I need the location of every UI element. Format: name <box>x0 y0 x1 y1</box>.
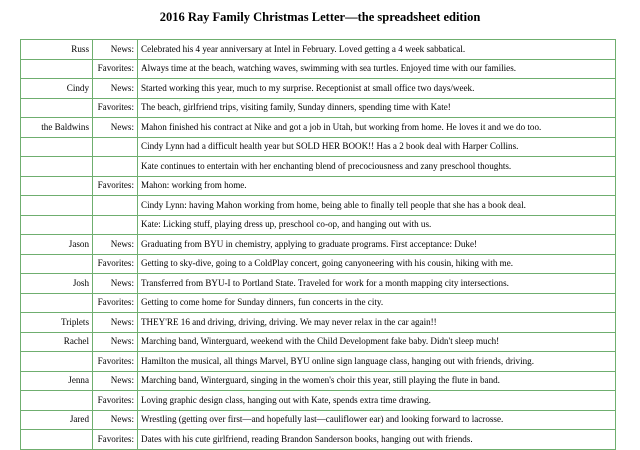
entry-type-cell <box>93 137 138 157</box>
table-row <box>21 293 616 313</box>
table-row <box>21 157 616 177</box>
family-member-cell <box>21 157 93 177</box>
entry-text-cell: Kate: Licking stuff, playing dress up, preschool co-op, and hanging out with us. <box>138 215 616 235</box>
entry-type-cell: Favorites: <box>93 430 138 450</box>
entry-text-cell: Graduating from BYU in chemistry, applying to graduate programs. First acceptance: Duke! <box>138 235 616 255</box>
family-member-cell <box>21 196 93 216</box>
table-row <box>21 59 616 79</box>
entry-text-cell: Mahon: working from home. <box>138 176 616 196</box>
family-member-cell <box>21 430 93 450</box>
entry-text-cell: Transferred from BYU-I to Portland State. Traveled for work for a month mapping city intersections. <box>138 274 616 294</box>
family-member-cell: Triplets <box>21 313 93 333</box>
family-member-cell <box>21 215 93 235</box>
entry-type-cell <box>93 196 138 216</box>
entry-text-cell: Wrestling (getting over first—and hopefully last—cauliflower ear) and looking forward to lacrosse. <box>138 410 616 430</box>
entry-text-cell: Cindy Lynn: having Mahon working from home, being able to finally tell people that she has a book deal. <box>138 196 616 216</box>
entry-text-cell: Started working this year, much to my surprise. Receptionist at small office two days/week. <box>138 79 616 99</box>
table-row <box>21 235 616 255</box>
entry-text-cell: Getting to sky-dive, going to a ColdPlay concert, going canyoneering with his cousin, hiking with me. <box>138 254 616 274</box>
entry-type-cell: News: <box>93 371 138 391</box>
entry-type-cell: News: <box>93 118 138 138</box>
table-row <box>21 313 616 333</box>
entry-type-cell: Favorites: <box>93 352 138 372</box>
entry-text-cell: Loving graphic design class, hanging out with Kate, spends extra time drawing. <box>138 391 616 411</box>
table-row <box>21 40 616 60</box>
entry-text-cell: Mahon finished his contract at Nike and got a job in Utah, but working from home. He loves it and we do too. <box>138 118 616 138</box>
entry-type-cell: News: <box>93 332 138 352</box>
family-member-cell <box>21 98 93 118</box>
entry-type-cell: Favorites: <box>93 391 138 411</box>
entry-text-cell: Getting to come home for Sunday dinners, fun concerts in the city. <box>138 293 616 313</box>
letter-table <box>20 39 616 450</box>
table-row <box>21 410 616 430</box>
table-row <box>21 137 616 157</box>
entry-text-cell: Always time at the beach, watching waves, swimming with sea turtles. Enjoyed time with our families. <box>138 59 616 79</box>
entry-text-cell: Celebrated his 4 year anniversary at Intel in February. Loved getting a 4 week sabbatical. <box>138 40 616 60</box>
family-member-cell: Jared <box>21 410 93 430</box>
entry-type-cell: News: <box>93 40 138 60</box>
entry-text-cell: THEY'RE 16 and driving, driving, driving. We may never relax in the car again!! <box>138 313 616 333</box>
table-row <box>21 332 616 352</box>
entry-type-cell <box>93 157 138 177</box>
table-row <box>21 254 616 274</box>
family-member-cell: Rachel <box>21 332 93 352</box>
table-row <box>21 274 616 294</box>
family-member-cell <box>21 293 93 313</box>
entry-type-cell: News: <box>93 410 138 430</box>
entry-text-cell: Marching band, Winterguard, weekend with the Child Development fake baby. Didn't sleep much! <box>138 332 616 352</box>
table-row <box>21 371 616 391</box>
letter-table-body <box>21 40 616 450</box>
entry-text-cell: Dates with his cute girlfriend, reading Brandon Sanderson books, hanging out with friends. <box>138 430 616 450</box>
entry-type-cell: Favorites: <box>93 293 138 313</box>
family-member-cell <box>21 137 93 157</box>
family-member-cell <box>21 391 93 411</box>
family-member-cell <box>21 176 93 196</box>
table-row <box>21 98 616 118</box>
page-title: 2016 Ray Family Christmas Letter—the spreadsheet edition <box>159 10 481 24</box>
family-member-cell: Jenna <box>21 371 93 391</box>
entry-type-cell: Favorites: <box>93 98 138 118</box>
entry-type-cell: News: <box>93 274 138 294</box>
entry-type-cell: Favorites: <box>93 59 138 79</box>
family-member-cell: Cindy <box>21 79 93 99</box>
family-member-cell <box>21 352 93 372</box>
table-row <box>21 196 616 216</box>
entry-type-cell: Favorites: <box>93 176 138 196</box>
table-row <box>21 79 616 99</box>
table-row <box>21 118 616 138</box>
entry-text-cell: Marching band, Winterguard, singing in the women's choir this year, still playing the flute in band. <box>138 371 616 391</box>
family-member-cell: Russ <box>21 40 93 60</box>
family-member-cell <box>21 254 93 274</box>
table-row <box>21 430 616 450</box>
entry-text-cell: Hamilton the musical, all things Marvel, BYU online sign language class, hanging out with friends, driving. <box>138 352 616 372</box>
entry-text-cell: The beach, girlfriend trips, visiting family, Sunday dinners, spending time with Kate! <box>138 98 616 118</box>
table-row <box>21 352 616 372</box>
family-member-cell: the Baldwins <box>21 118 93 138</box>
entry-text-cell: Cindy Lynn had a difficult health year but SOLD HER BOOK!! Has a 2 book deal with Harper Collins. <box>138 137 616 157</box>
entry-type-cell: Favorites: <box>93 254 138 274</box>
entry-type-cell: News: <box>93 313 138 333</box>
family-member-cell: Josh <box>21 274 93 294</box>
table-row <box>21 176 616 196</box>
family-member-cell <box>21 59 93 79</box>
table-row <box>21 391 616 411</box>
table-row <box>21 215 616 235</box>
entry-text-cell: Kate continues to entertain with her enchanting blend of precociousness and zany preschool thoughts. <box>138 157 616 177</box>
entry-type-cell: News: <box>93 235 138 255</box>
family-member-cell: Jason <box>21 235 93 255</box>
entry-type-cell: News: <box>93 79 138 99</box>
entry-type-cell <box>93 215 138 235</box>
